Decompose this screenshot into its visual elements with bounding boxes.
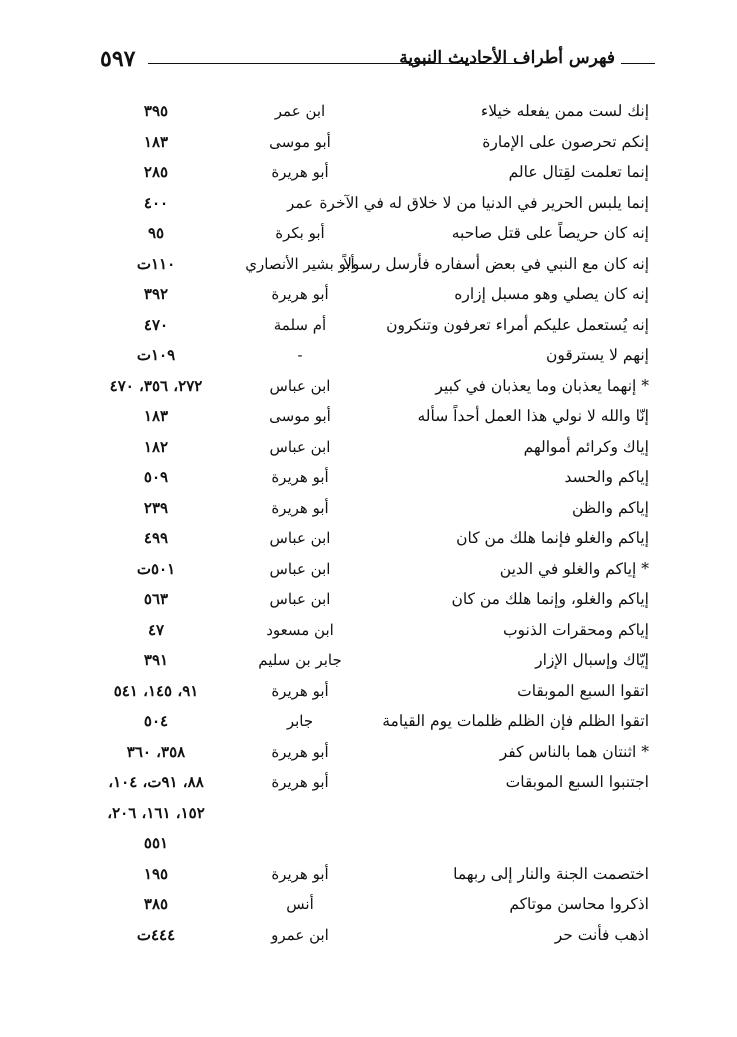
index-row xyxy=(0,647,737,678)
index-row xyxy=(0,251,737,282)
page-refs: ٤٧٠ xyxy=(143,315,169,334)
hadith-text: إياكم والظن xyxy=(572,498,649,517)
narrator: جابر xyxy=(286,712,314,730)
index-row xyxy=(0,373,737,404)
page-header xyxy=(100,44,655,78)
index-row xyxy=(0,800,737,831)
hadith-text: إياكم والغلو فإنما هلك من كان xyxy=(456,529,649,547)
page-refs: ٥٠٩ xyxy=(143,468,169,486)
hadith-text: إنكم تحرصون على الإمارة xyxy=(482,132,649,151)
page-refs: ٤٩٩ xyxy=(143,529,169,547)
index-row xyxy=(0,129,737,160)
hadith-text: اتقوا السبع الموبقات xyxy=(517,681,649,700)
page-refs: ١١٠ت xyxy=(136,254,176,273)
page-refs: ٣٨٥ xyxy=(143,895,169,913)
narrator: أبو هريرة xyxy=(271,681,329,700)
narrator: أبو هريرة xyxy=(271,285,329,303)
narrator: ابن عباس xyxy=(269,376,331,395)
page-refs: ١٩٥ xyxy=(143,864,169,883)
narrator: أبو موسى xyxy=(269,132,331,151)
index-row xyxy=(0,678,737,709)
narrator: أبو هريرة xyxy=(271,773,329,791)
narrator: ابن عباس xyxy=(269,590,331,608)
page-refs: ٩٥ xyxy=(147,224,165,242)
page-refs: ٥٦٣ xyxy=(143,590,169,608)
index-row xyxy=(0,861,737,892)
page-refs: ٣٩٢ xyxy=(143,285,169,303)
page-refs: ١٨٢ xyxy=(143,437,169,456)
index-row xyxy=(0,495,737,526)
hadith-text: * إياكم والغلو في الدين xyxy=(499,559,649,578)
page-refs: ٥٠٤ xyxy=(143,712,169,730)
narrator: أبو هريرة xyxy=(271,864,329,883)
index-row xyxy=(0,891,737,922)
hadith-text: إنه يُستعمل عليكم أمراء تعرفون وتنكرون xyxy=(386,315,649,334)
index-row xyxy=(0,617,737,648)
narrator: ابن مسعود xyxy=(266,620,334,639)
index-row xyxy=(0,739,737,770)
index-row xyxy=(0,586,737,617)
narrator: ابن عمرو xyxy=(271,925,329,944)
hadith-text: إنما يلبس الحرير في الدنيا من لا خلاق له في الآخرة xyxy=(319,193,649,212)
hadith-text: إياكم ومحقرات الذنوب xyxy=(502,620,649,639)
narrator: جابر بن سليم xyxy=(258,651,342,669)
page-refs: ١٥٢، ١٦١، ٢٠٦، xyxy=(107,803,205,822)
hadith-text: إياك وكرائم أموالهم xyxy=(523,437,649,456)
hadith-text: إنما تعلمت لقِتال عالم xyxy=(508,163,649,181)
index-row xyxy=(0,342,737,373)
page-refs: ٣٩٥ xyxy=(143,102,169,120)
page-refs: ٥٥١ xyxy=(143,834,169,852)
index-row xyxy=(0,220,737,251)
index-row xyxy=(0,312,737,343)
page-refs: ٤٤٤ت xyxy=(136,925,176,944)
hadith-text: اذهب فأنت حر xyxy=(554,925,649,944)
narrator: أبو هريرة xyxy=(271,468,329,486)
page-refs: ٢٧٢، ٣٥٦، ٤٧٠ xyxy=(109,376,203,395)
narrator: أبو هريرة xyxy=(271,163,329,181)
page-refs: ٢٨٥ xyxy=(143,163,169,181)
hadith-index-list xyxy=(0,98,737,952)
page-refs: ٥٠١ت xyxy=(136,559,176,578)
narrator: عمر xyxy=(287,193,313,212)
narrator: أبو هريرة xyxy=(271,498,329,517)
hadith-text: إياكم والحسد xyxy=(564,468,649,486)
narrator: أبو بشير الأنصاري xyxy=(245,254,355,273)
hadith-text: اتقوا الظلم فإن الظلم ظلمات يوم القيامة xyxy=(382,712,649,730)
hadith-text: إنك لست ممن يفعله خيلاء xyxy=(480,102,649,120)
page-refs: ٢٣٩ xyxy=(143,498,169,517)
index-row xyxy=(0,769,737,800)
narrator: ابن عباس xyxy=(269,437,331,456)
page-refs: ٣٥٨، ٣٦٠ xyxy=(126,742,186,761)
page-number: ٥٩٧ xyxy=(100,46,136,72)
index-row xyxy=(0,159,737,190)
narrator: أم سلمة xyxy=(273,315,327,334)
hadith-text: اجتنبوا السبع الموبقات xyxy=(505,773,649,791)
page-refs: ٣٩١ xyxy=(143,651,169,669)
hadith-text: إنهم لا يسترقون xyxy=(546,346,649,364)
narrator: ابن عباس xyxy=(269,559,331,578)
hadith-text: اختصمت الجنة والنار إلى ربهما xyxy=(453,864,649,883)
index-row xyxy=(0,281,737,312)
index-row xyxy=(0,556,737,587)
hadith-text: إياكم والغلو، وإنما هلك من كان xyxy=(451,590,649,608)
index-row xyxy=(0,98,737,129)
page-refs: ٤٠٠ xyxy=(143,193,169,212)
hadith-text: إنه كان يصلي وهو مسبل إزاره xyxy=(454,285,649,303)
narrator: - xyxy=(297,346,303,364)
hadith-text: إيّاك وإسبال الإزار xyxy=(535,651,649,669)
page-title: فهرس أطراف الأحاديث النبوية xyxy=(399,48,615,68)
narrator: ابن عمر xyxy=(274,102,326,120)
header-rule-right xyxy=(621,63,655,64)
index-row xyxy=(0,922,737,953)
hadith-text: * إنهما يعذبان وما يعذبان في كبير xyxy=(435,376,649,395)
page-refs: ١٠٩ت xyxy=(136,346,176,364)
hadith-text: إنه كان حريصاً على قتل صاحبه xyxy=(451,224,649,242)
index-row xyxy=(0,830,737,861)
narrator: أبو بكرة xyxy=(275,224,325,242)
hadith-text: اذكروا محاسن موتاكم xyxy=(509,895,649,913)
page-refs: ١٨٣ xyxy=(143,132,169,151)
page-refs: ١٨٣ xyxy=(143,407,169,425)
hadith-text: إنه كان مع النبي في بعض أسفاره فأرسل رسولاً xyxy=(343,254,649,273)
index-row xyxy=(0,708,737,739)
page-refs: ٨٨، ٩١ت، ١٠٤، xyxy=(108,773,204,791)
index-row xyxy=(0,403,737,434)
narrator: أنس xyxy=(286,895,314,913)
index-row xyxy=(0,525,737,556)
page-refs: ٤٧ xyxy=(147,620,165,639)
index-row xyxy=(0,464,737,495)
hadith-text: * اثنتان هما بالناس كفر xyxy=(499,742,649,761)
page-refs: ٩١، ١٤٥، ٥٤١ xyxy=(113,681,199,700)
narrator: ابن عباس xyxy=(269,529,331,547)
hadith-text: إنّا والله لا نولي هذا العمل أحداً سأله xyxy=(417,407,649,425)
narrator: أبو هريرة xyxy=(271,742,329,761)
narrator: أبو موسى xyxy=(269,407,331,425)
index-row xyxy=(0,190,737,221)
index-row xyxy=(0,434,737,465)
